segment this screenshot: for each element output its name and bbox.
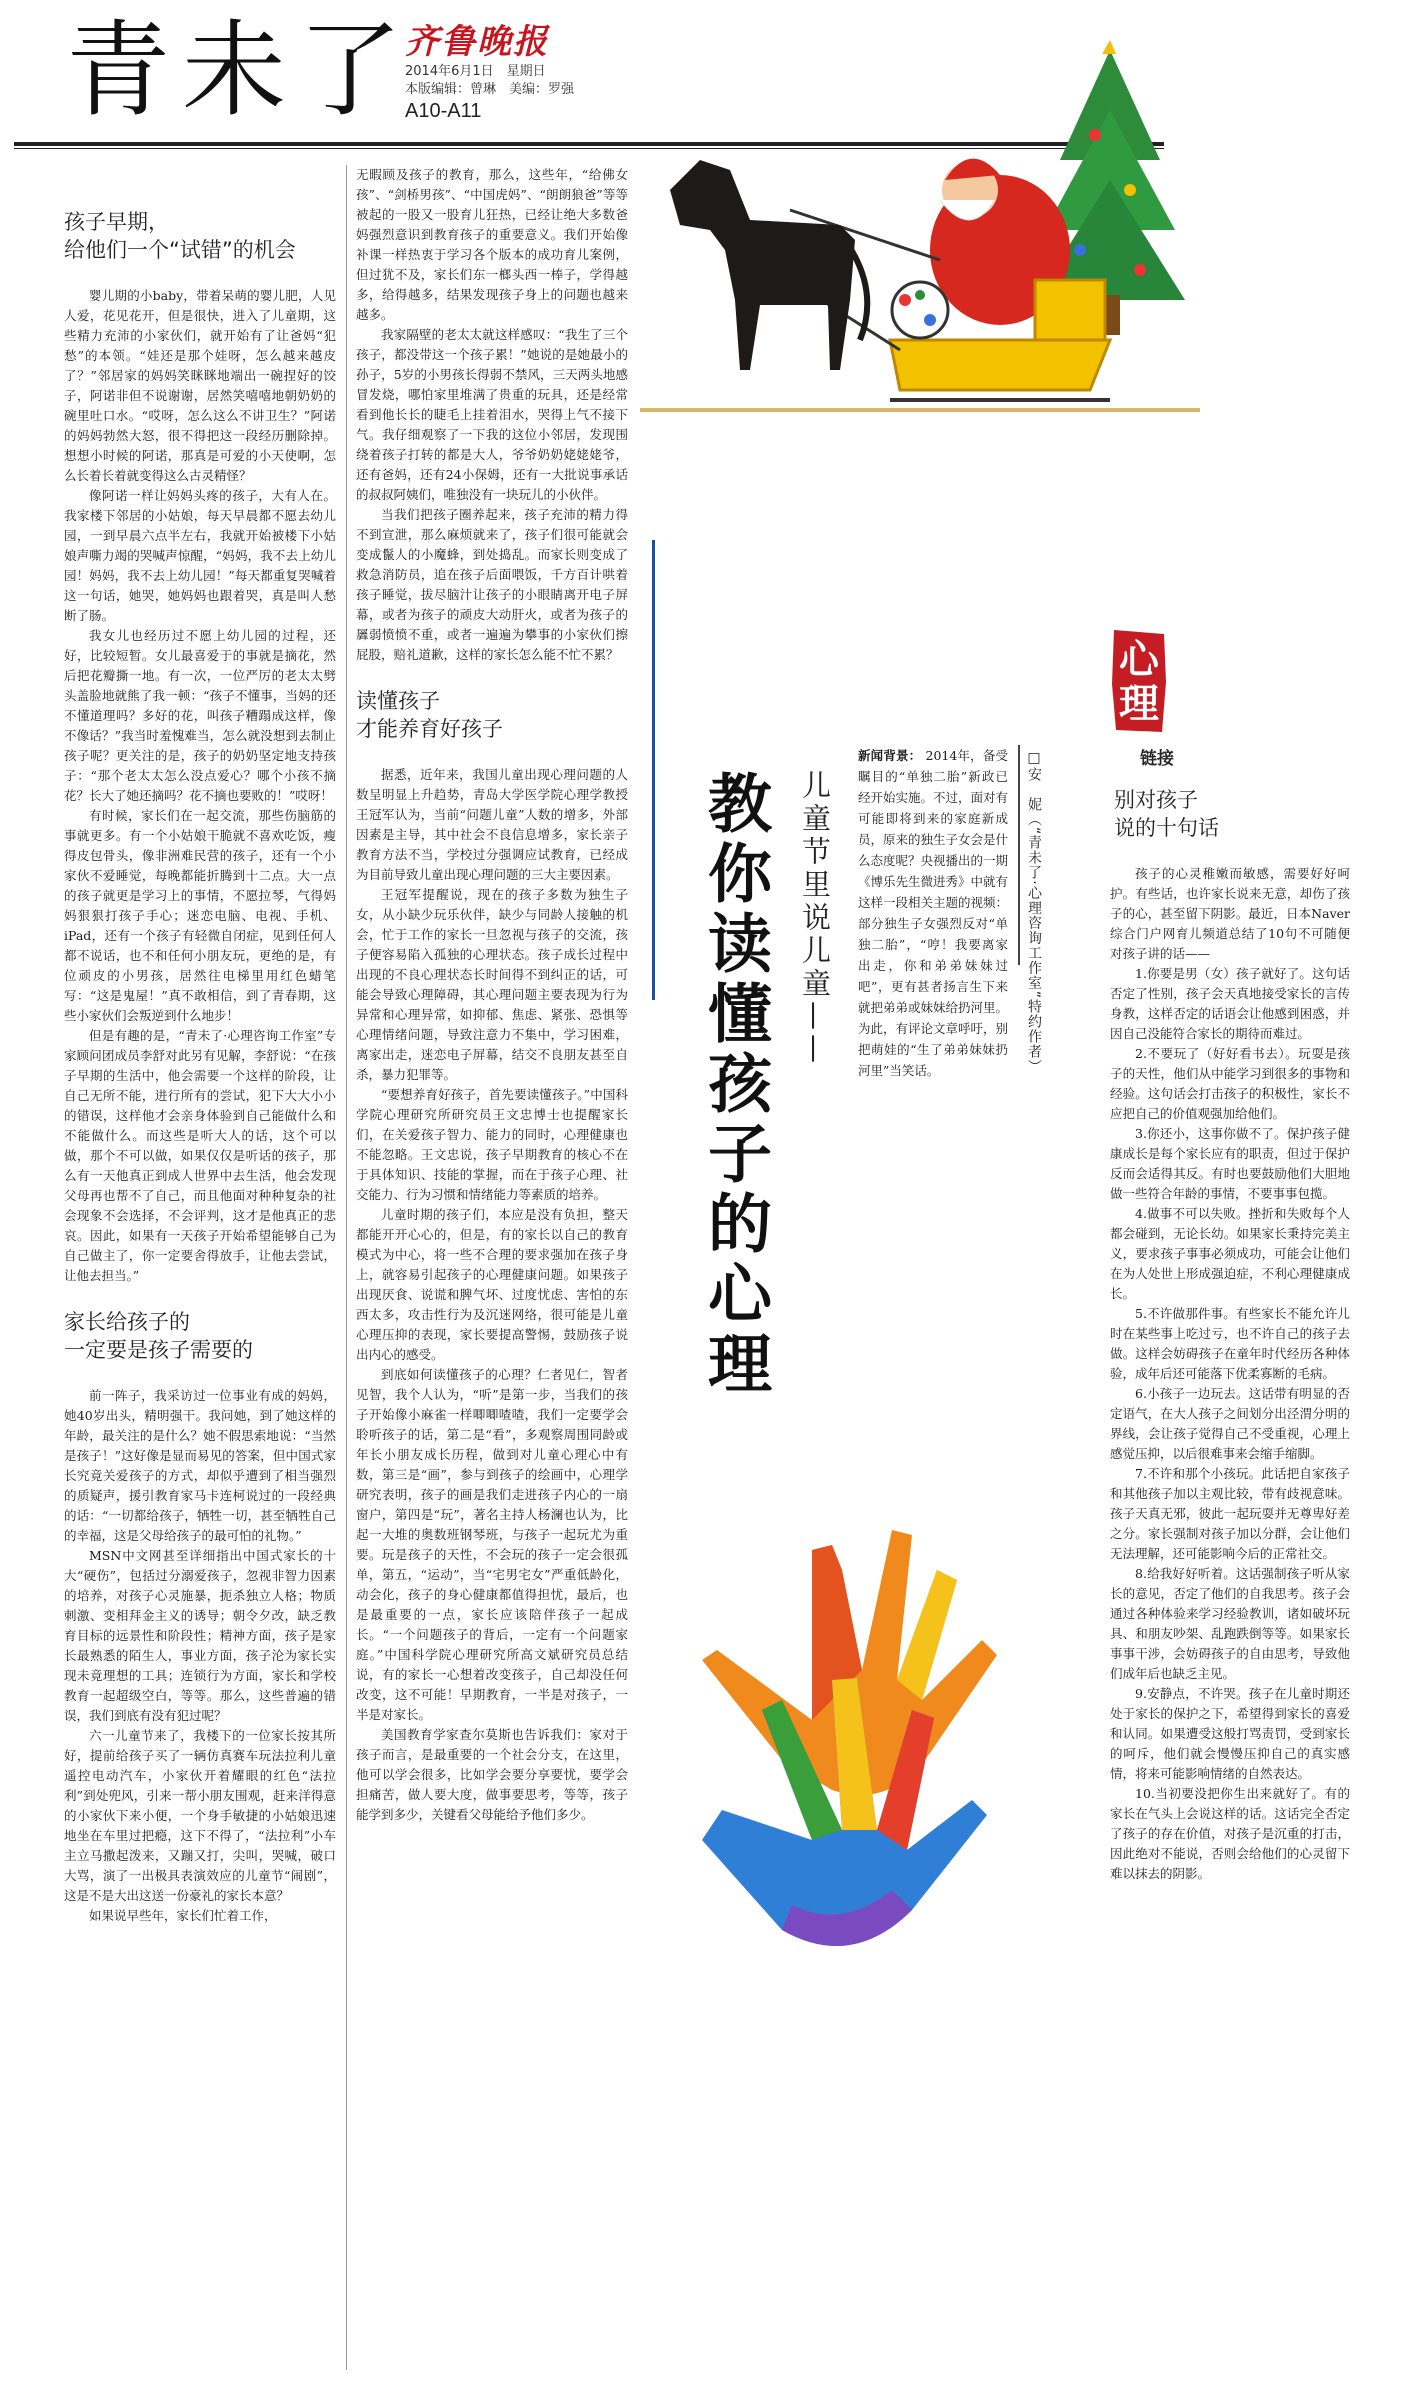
paragraph: 六一儿童节来了，我楼下的一位家长按其所好，提前给孩子买了一辆仿真赛车玩法拉利儿童遥控电动汽车，小家伙开着耀眼的红色“法拉利”到处兜风，引来一帮小朋友围观，赶来洋得意的小家伙下来小便，一个身手敏捷的小姑娘迅速地坐在车里过把瘾，这下不得了，“法拉利”小车主立马撒起泼来，又蹦又打，尖叫，哭喊，破口大骂，演了一出极具表演效应的儿童节“闹剧”，这是不是大出这送一份豪礼的家长本意？ [64, 1728, 336, 1903]
masthead-logo: 齐鲁晚报 [405, 22, 549, 62]
paragraph: 孩子的心灵稚嫩而敏感，需要好好呵护。有些话，也许家长说来无意，却伤了孩子的心，甚至留下阴影。最近，日本Naver综合门户网育儿频道总结了10句不可随便对孩子讲的话—— [1110, 866, 1350, 961]
list-item: 6.小孩子一边玩去。这话带有明显的否定语气，在大人孩子之间划分出泾渭分明的界线，会让孩子觉得自己不受重视，心理上感觉压抑，以后很难事来会缩手缩脚。 [1110, 1386, 1350, 1461]
subhead-line: 给他们一个“试错”的机会 [64, 238, 296, 262]
subhead-line: 一定要是孩子需要的 [64, 1338, 253, 1362]
news-background [858, 745, 1008, 1385]
subhead [356, 687, 628, 743]
subhead [1114, 786, 1350, 842]
paragraph: 儿童时期的孩子们，本应是没有负担，整天都能开开心心的，但是，有的家长以自己的教育模式为中心，将一些不合理的要求强加在孩子身上，就容易引起孩子的心理健康问题。如果孩子出现厌食、说谎和脾气坏、过度忧虑、害怕的东西太多，攻击性行为及沉迷网络，很可能是儿童心理压抑的表现，家长要提高警惕，鼓励孩子说出内心的感受。 [356, 1207, 628, 1362]
section-title: 青未了 [66, 9, 415, 131]
link-label: 链接 [1140, 749, 1174, 769]
issue-date: 2014年6月1日 星期日 [405, 64, 546, 79]
list-item: 7.不许和那个小孩玩。此话把自家孩子和其他孩子加以主观比较，带有歧视意味。孩子天真无邪，彼此一起玩耍并无尊卑好差之分。家长强制对孩子加以分群，会让他们无法理解，还可能影响今后的正常社交。 [1110, 1466, 1350, 1561]
column-1 [64, 200, 336, 2370]
column-2 [356, 165, 628, 2375]
sidebar-column [1110, 786, 1350, 2366]
subhead-line: 家长给孩子的 [64, 1310, 190, 1334]
paragraph: “要想养育好孩子，首先要读懂孩子。”中国科学院心理研究所研究员王文忠博士也提醒家长们，在关爱孩子智力、能力的同时，心理健康也不能忽略。王文忠说，孩子早期教育的核心不在于具体知识、技能的掌握，而在于孩子心理、社交能力、行为习惯和情绪能力等素质的培养。 [356, 1087, 628, 1202]
paragraph: 我女儿也经历过不愿上幼儿园的过程，还好，比较短暂。女儿最喜爱于的事就是摘花，然后把花瓣撕一地。有一次，一位严厉的老太太劈头盖脸地就熊了我一顿：“孩子不懂事，当妈的还不懂道理吗？多好的花，叫孩子糟蹋成这样，像不像话？”我当时羞愧难当，怎么就没想到去制止孩子呢？更关注的是，孩子的奶奶坚定地支持孩子：“那个老太太怎么没点爱心？哪个小孩不摘花？长大了她还摘吗？花不摘也要败的！”哎呀！ [64, 628, 336, 803]
paragraph: 有时候，家长们在一起交流，那些伤脑筋的事就更多。有一个小姑娘干脆就不喜欢吃饭，瘦得皮包骨头，像非洲难民营的孩子，还有一个小家伙不爱睡觉，每晚都能折腾到十二点。大一点的孩子就更是学习上的事情，不愿拉琴，气得妈妈狠狠打孩子手心；迷恋电脑、电视、手机、iPad，还有一个孩子有轻微自闭症，见到任何人都不说话，也不和任何小朋友玩，更绝的是，有位顽皮的小男孩，居然往电梯里用红色蜡笔写：“这是鬼屋！”真不敢相信，到了青春期，这些小家伙们会叛逆到什么地步！ [64, 808, 336, 1023]
paragraph: 王冠军提醒说，现在的孩子多数为独生子女，从小缺少玩乐伙伴，缺少与同龄人接触的机会，忙于工作的家长一旦忽视与孩子的交流，孩子便容易陷入孤独的心理状态。孩子成长过程中出现的不良心理状态长时间得不到纠正的话，可能会导致心理障碍，其心理问题主要表现为行为异常和心理异常，如抑郁、焦虑、紧张、恐惧等心理情绪问题，导致注意力不集中，学习困难，离家出走，迷恋电子屏幕，结交不良朋友甚至自杀，暴力犯罪等。 [356, 887, 628, 1082]
article-byline: □安 妮（“青未了·心理咨询工作室”特约作者） [1026, 750, 1042, 1074]
list-item: 2.不要玩了（好好看书去）。玩耍是孩子的天性，他们从中能学习到很多的事物和经验。这句话会打击孩子的积极性，家长不应把自己的价值观强加给他们。 [1110, 1046, 1350, 1121]
seal-char: 理 [1119, 681, 1159, 727]
list-item: 3.你还小，这事你做不了。保护孩子健康成长是每个家长应有的职责，但过于保护反而会适得其反。有时也要鼓励他们大胆地做一些符合年龄的事情，不要事事包揽。 [1110, 1126, 1350, 1201]
article-kicker: 儿童节里说儿童—— [798, 770, 832, 1067]
paragraph: 到底如何读懂孩子的心理？仁者见仁，智者见智，我个人认为，“听”是第一步，当我们的孩子开始像小麻雀一样唧唧喳喳，我们一定要学会聆听孩子的话，第二是“看”，多观察周围同龄或年长小朋友成长历程，做到对儿童心理心中有数，第三是“画”，参与到孩子的绘画中，心理学研究表明，孩子的画是我们走进孩子内心的一扇窗户，第四是“玩”，著名主持人杨澜也认为，比起一大堆的奥数班钢琴班，与孩子一起玩尤为重要。玩是孩子的天性，不会玩的孩子一定会很孤单，第五，“运动”，当“宅男宅女”严重低龄化，动会化，孩子的身心健康都值得担忧，最后，也是最重要的一点，家长应该陪伴孩子一起成长。“一个问题孩子的背后，一定有一个问题家庭。”中国科学院心理研究所高文斌研究员总结说，有的家长一心想着改变孩子，自己却没任何改变，这不可能！早期教育，一半是对孩子，一半是对家长。 [356, 1367, 628, 1722]
paragraph: 前一阵子，我采访过一位事业有成的妈妈，她40岁出头，精明强干。我问她，到了她这样的年龄，最关注的是什么？她不假思索地说：“当然是孩子！”这好像是显而易见的答案，但中国式家长究竟关爱孩子的方式，却似乎遭到了相当强烈的质疑声，援引教育家马卡连柯说过的一段经典的话：“一切都给孩子，牺牲一切，甚至牺牲自己的幸福，这是父母给孩子的最可怕的礼物。” [64, 1388, 336, 1543]
article-title: 教你读懂孩子的心理 [697, 770, 771, 1400]
paragraph: 如果说早些年，家长们忙着工作， [89, 1908, 277, 1923]
paragraph: 像阿诺一样让妈妈头疼的孩子，大有人在。我家楼下邻居的小姑娘，每天早晨都不愿去幼儿园，一到早晨六点半左右，我就开始被楼下小姑娘声嘶力竭的哭喊声惊醒，“妈妈，我不去上幼儿园！妈妈，我不去上幼儿园！”每天都重复哭喊着这一句话，她哭，她妈妈也跟着哭，真是叫人愁断了肠。 [64, 488, 336, 623]
column-separator [346, 165, 347, 2370]
paragraph: 无暇顾及孩子的教育，那么，这些年，“给佛女孩”、“剑桥男孩”、“中国虎妈”、“朗朗狼爸”等等被起的一股又一股育儿狂热，已经让绝大多数爸妈强烈意识到教育孩子的重要意义。我们开始像补课一样热衷于学习各个版本的成功育儿案例，但过犹不及，家长们东一榔头西一棒子，学得越多，给得越多，结果发现孩子身上的问题也越来越多。 [356, 167, 628, 322]
news-background-text: 2014年，备受瞩目的“单独二胎”新政已经开始实施。不过，面对有可能即将到来的家庭新成员，原来的独生子女会是什么态度呢？央视播出的一期《博乐先生微进秀》中就有这样一段相关主题的视频：部分独生子女强烈反对“单独二胎”，“哼！我要离家出走，你和弟弟妹妹过吧”，更有甚者扬言生下来就把弟弟或妹妹给扔河里。为此，有评论文章呼吁，别把萌娃的“生了弟弟妹妹扔河里”当笑话。 [858, 748, 1008, 1078]
accent-rule [652, 540, 655, 1000]
paragraph: 当我们把孩子圈养起来，孩子充沛的精力得不到宣泄，那么麻烦就来了，孩子们很可能就会变成鬣人的小魔蜂，到处捣乱。而家长则变成了救急消防员，追在孩子后面喂饭，千方百计哄着孩子睡觉，拔尽脑汁让孩子的小眼睛离开电子屏幕，或者为孩子的顽皮大动肝火，或者为孩子的羼弱愤愤不重，或者一遍遍为攀事的小家伙们擦屁股，赔礼道歉，这样的家长怎么能不忙不累？ [356, 507, 628, 662]
paragraph: 据悉，近年来，我国儿童出现心理问题的人数呈明显上升趋势，青岛大学医学院心理学教授王冠军认为，当前“问题儿童”人数的增多，外部因素是主导，其中社会不良信息增多，家长亲子教育方法不当，学校过分强调应试教育，已经成为目前导致儿童出现心理问题的三大主要因素。 [356, 767, 628, 882]
list-item: 4.做事不可以失败。挫折和失败每个人都会碰到，无论长幼。如果家长秉持完美主义，要求孩子事事必须成功，可能会让他们在为人处世上形成强迫症，不利心理健康成长。 [1110, 1206, 1350, 1301]
paragraph: 美国教育学家查尔莫斯也告诉我们：家对于孩子而言，是最重要的一个社会分支，在这里，他可以学会很多，比如学会要分享要忧，要学会担痛苦，做人要大度，做事要思考，等等，孩子能学到多少，关键看父母能给予他们多少。 [356, 1727, 628, 1822]
subhead [64, 1308, 336, 1364]
subhead-line: 说的十句话 [1114, 816, 1219, 840]
subhead-line: 孩子早期， [64, 210, 169, 234]
list-item: 1.你要是男（女）孩子就好了。这句话否定了性别，孩子会天真地接受家长的言传身教，这样否定的话语会让他感到困惑，并因自己没能符合家长的期待而难过。 [1110, 966, 1350, 1041]
list-item: 5.不许做那件事。有些家长不能允许儿时在某些事上吃过亏，也不许自己的孩子去做。这样会妨碍孩子在童年时代经历各种体验，成年后还可能落下优柔寡断的毛病。 [1110, 1306, 1350, 1381]
page-range: A10-A11 [405, 100, 482, 122]
subhead [64, 208, 336, 264]
paragraph: MSN中文网甚至详细指出中国式家长的十大“硬伤”，包括过分溺爱孩子，忽视非智力因素的培养，对孩子心灵施暴，扼杀独立人格；物质刺激、变相拜金主义的诱导；朝令夕改，缺乏教育目标的远景性和阶段性；精神方面，孩子是家长最熟悉的陌生人，事业方面，孩子沦为家长实现未竟理想的工具；连锁行为方面，家长和学校教育一起超级空白，等等。那么，这些普遍的错误，我们到底有没有犯过呢？ [64, 1548, 336, 1723]
list-item: 10.当初要没把你生出来就好了。有的家长在气头上会说这样的话。这话完全否定了孩子的存在价值，对孩子是沉重的打击，因此绝对不能说，否则会给他们的心灵留下难以抹去的阴影。 [1110, 1786, 1350, 1881]
news-background-label: 新闻背景： [858, 748, 922, 763]
child-drawing-illustration [640, 40, 1200, 530]
list-item: 9.安静点，不许哭。孩子在儿童时期还处于家长的保护之下，希望得到家长的喜爱和认同。如果遭受这般打骂责罚，受到家长的呵斥，他们就会慢慢压抑自己的真实感情，将来可能影响情绪的自然表达。 [1110, 1686, 1350, 1781]
painted-hands-photo [662, 1510, 1022, 2010]
issue-editors: 本版编辑：曾琳 美编：罗强 [405, 82, 575, 97]
paragraph: 婴儿期的小baby，带着呆萌的婴儿肥，人见人爱，花见花开，但是很快，进入了儿童期，这些精力充沛的小家伙们，就开始有了让爸妈“犯愁”的本领。“娃还是那个娃呀，怎么越来越皮了？”邻居家的妈妈笑眯眯地端出一碗捏好的饺子，阿诺非但不说谢谢，居然笑嘻嘻地朝奶奶的碗里吐口水。“哎呀，怎么这么不讲卫生？”阿诺的妈妈勃然大怒，很不得把这一段经历删除掉。想想小时候的阿诺，那真是可爱的小天使啊，怎么长着长着就变得这么古灵精怪？ [64, 288, 336, 483]
subhead-line: 才能养育好孩子 [356, 717, 503, 741]
section-seal-text [1110, 628, 1168, 736]
paragraph: 但是有趣的是，“青未了·心理咨询工作室”专家顾问团成员李舒对此另有见解，李舒说：“在孩子早期的生活中，他会需要一个这样的阶段，让自己无所不能，进行所有的尝试，犯下大大小小的错误，这样他才会亲身体验到自己能做什么和不能做什么。而这些是听大人的话，这个可以做，那个不可以做，如果仅仅是听话的孩子，那么有一天他真正到成人世界中去生活，他会发现父母再也帮不了自己，而且他面对种种复杂的社会现象不会选择，不会评判，这才是他真正的悲哀。因此，如果有一天孩子开始希望能够自己为自己做主了，你一定要舍得放手，让他去尝试，让他去担当。” [64, 1028, 336, 1283]
list-item: 8.给我好好听着。这话强制孩子听从家长的意见，否定了他们的自我思考。孩子会通过各种体验来学习经验教训，诸如破坏玩具、和朋友吵架、乱跑跌倒等等。如果家长事事干涉，会妨碍孩子的自由思考，导致他们成年后也缺乏主见。 [1110, 1566, 1350, 1681]
subhead-line: 别对孩子 [1114, 788, 1198, 812]
byline-rule [1018, 745, 1020, 965]
paragraph: 我家隔壁的老太太就这样感叹：“我生了三个孩子，都没带这一个孩子累！”她说的是她最小的孙子，5岁的小男孩长得弱不禁风，三天两头地感冒发烧，哪怕家里堆满了贵重的玩具，还是经常看到他长长的睫毛上挂着泪水，哭得上气不接下气。我仔细观察了一下我的这位小邻居，发现围绕着孩子打转的都是大人，爷爷奶奶姥姥姥爷，还有爸妈，还有24小保姆，还有一大批说事承话的叔叔阿姨们，唯独没有一块玩儿的小伙伴。 [356, 327, 628, 502]
seal-char: 心 [1119, 637, 1159, 683]
subhead-line: 读懂孩子 [356, 689, 440, 713]
